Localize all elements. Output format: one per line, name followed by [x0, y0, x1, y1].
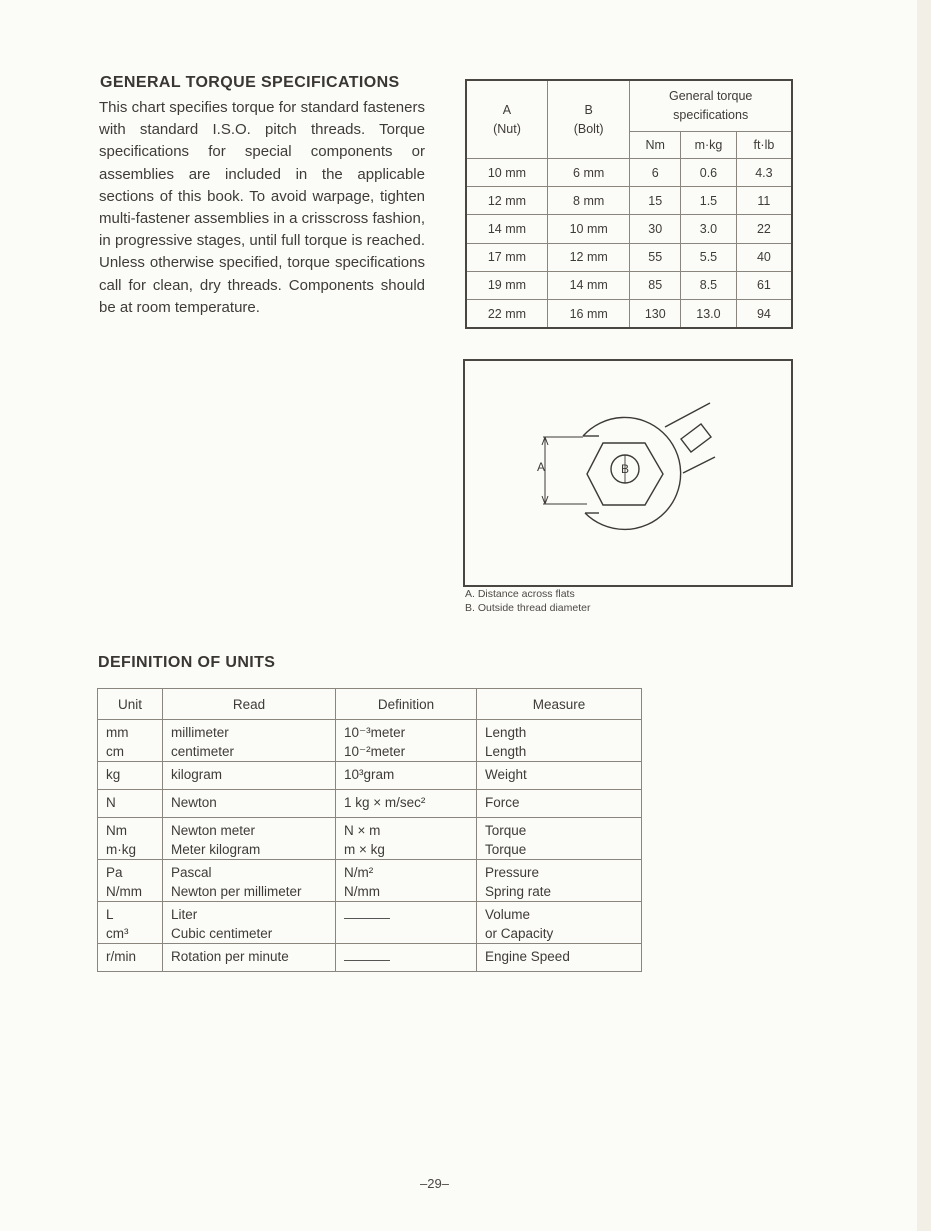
legend-b: B. Outside thread diameter	[465, 602, 591, 614]
torque-cell-nm: 55	[630, 243, 681, 271]
torque-cell-nut: 22 mm	[466, 299, 547, 328]
page-edge	[917, 0, 931, 1231]
units-cell-measure	[477, 720, 642, 762]
torque-cell-ftlb: 94	[736, 299, 792, 328]
ftlb-header: ft·lb	[736, 132, 792, 159]
units-cell-line: kg	[106, 767, 121, 782]
units-cell-definition	[336, 790, 477, 818]
empty-dash	[344, 960, 390, 961]
legend-a: A. Distance across flats	[465, 588, 575, 600]
units-cell-line: N × m	[344, 823, 381, 838]
torque-cell-nut: 19 mm	[466, 271, 547, 299]
units-cell-line: 10⁻³meter	[344, 725, 406, 740]
units-cell-line: Pascal	[171, 865, 212, 880]
units-cell-line: N/m²	[344, 865, 374, 880]
torque-cell-bolt: 6 mm	[547, 159, 629, 187]
units-row	[98, 720, 642, 762]
units-cell-unit	[98, 762, 163, 790]
units-row	[98, 818, 642, 860]
torque-cell-nut: 10 mm	[466, 159, 547, 187]
torque-cell-ftlb: 40	[736, 243, 792, 271]
units-cell-line: 10³gram	[344, 767, 395, 782]
torque-cell-nm: 15	[630, 187, 681, 215]
torque-cell-mkg: 13.0	[681, 299, 737, 328]
torque-row	[466, 243, 792, 271]
units-cell-line: Meter kilogram	[171, 842, 261, 857]
general-torque-group-header: General torque specifications	[630, 80, 792, 132]
measure-header: Measure	[477, 689, 642, 720]
torque-row	[466, 215, 792, 243]
units-table	[97, 688, 642, 972]
torque-cell-nut: 17 mm	[466, 243, 547, 271]
wrench-drawing	[465, 361, 791, 585]
units-cell-line: L	[106, 907, 114, 922]
col-b-header: B (Bolt)	[547, 80, 629, 159]
units-cell-line: N	[106, 795, 116, 810]
units-cell-unit	[98, 902, 163, 944]
units-cell-line: N/mm	[344, 884, 380, 899]
units-cell-line: Newton per millimeter	[171, 884, 302, 899]
units-cell-measure	[477, 762, 642, 790]
torque-cell-nut: 14 mm	[466, 215, 547, 243]
units-cell-line: Newton meter	[171, 823, 256, 838]
units-cell-line: millimeter	[171, 725, 229, 740]
empty-dash	[344, 918, 390, 919]
units-cell-line: m·kg	[106, 842, 136, 857]
units-row	[98, 944, 642, 972]
units-cell-read	[163, 790, 336, 818]
torque-cell-ftlb: 22	[736, 215, 792, 243]
units-cell-read	[163, 720, 336, 762]
units-cell-definition	[336, 944, 477, 972]
units-cell-line: Pa	[106, 865, 123, 880]
definition-of-units-title: DEFINITION OF UNITS	[98, 654, 276, 671]
units-cell-read	[163, 762, 336, 790]
torque-cell-mkg: 3.0	[681, 215, 737, 243]
units-cell-line: centimeter	[171, 744, 235, 759]
units-row	[98, 790, 642, 818]
units-cell-line: cm³	[106, 926, 129, 941]
units-row	[98, 762, 642, 790]
torque-cell-bolt: 14 mm	[547, 271, 629, 299]
units-cell-read	[163, 944, 336, 972]
units-cell-line: Torque	[485, 842, 527, 857]
units-cell-read	[163, 818, 336, 860]
units-cell-line: or Capacity	[485, 926, 554, 941]
units-cell-read	[163, 860, 336, 902]
torque-row	[466, 187, 792, 215]
wrench-diagram	[463, 359, 793, 587]
torque-cell-bolt: 16 mm	[547, 299, 629, 328]
units-cell-unit	[98, 860, 163, 902]
torque-row	[466, 299, 792, 328]
unit-header: Unit	[98, 689, 163, 720]
units-cell-unit	[98, 790, 163, 818]
torque-row	[466, 271, 792, 299]
torque-row	[466, 159, 792, 187]
units-cell-measure	[477, 860, 642, 902]
units-cell-line: Volume	[485, 907, 531, 922]
torque-cell-nm: 85	[630, 271, 681, 299]
units-cell-line: Force	[485, 795, 520, 810]
torque-cell-ftlb: 4.3	[736, 159, 792, 187]
torque-table	[465, 79, 793, 329]
torque-cell-nm: 130	[630, 299, 681, 328]
label-b: B	[620, 462, 630, 476]
torque-cell-bolt: 10 mm	[547, 215, 629, 243]
units-cell-line: Spring rate	[485, 884, 552, 899]
read-header: Read	[163, 689, 336, 720]
units-cell-line: kilogram	[171, 767, 223, 782]
units-row	[98, 902, 642, 944]
units-cell-definition	[336, 720, 477, 762]
torque-cell-ftlb: 11	[736, 187, 792, 215]
units-cell-line: Nm	[106, 823, 127, 838]
units-cell-line: cm	[106, 744, 124, 759]
torque-cell-mkg: 1.5	[681, 187, 737, 215]
units-cell-unit	[98, 818, 163, 860]
units-cell-line: Length	[485, 725, 527, 740]
units-cell-line: Rotation per minute	[171, 949, 289, 964]
units-cell-measure	[477, 944, 642, 972]
intro-paragraph: This chart specifies torque for standard fasteners with standard I.S.O. pitch threads. Torque specifications for special components or assemblies are included in the applicable sections of this book. To avoid warpage, tighten multi-fastener assemblies in a crisscross fashion, in progressive stages, until full torque is reached. Unless otherwise specified, torque specifications call for clean, dry threads. Components should be at room temperature.	[99, 99, 425, 316]
units-cell-line: 10⁻²meter	[344, 744, 406, 759]
wrench-handle	[665, 403, 715, 473]
handle-slot-icon	[681, 424, 711, 452]
units-cell-line: Liter	[171, 907, 198, 922]
units-cell-line: Cubic centimeter	[171, 926, 273, 941]
mkg-header: m·kg	[681, 132, 737, 159]
torque-cell-nm: 30	[630, 215, 681, 243]
units-cell-line: Torque	[485, 823, 527, 838]
units-cell-line: Weight	[485, 767, 527, 782]
units-row	[98, 860, 642, 902]
units-cell-line: Length	[485, 744, 527, 759]
units-cell-measure	[477, 790, 642, 818]
units-cell-definition	[336, 902, 477, 944]
units-cell-line: r/min	[106, 949, 136, 964]
page-number: –29–	[420, 1176, 449, 1191]
units-cell-line: 1 kg × m/sec²	[344, 795, 426, 810]
units-cell-line: N/mm	[106, 884, 142, 899]
torque-cell-bolt: 12 mm	[547, 243, 629, 271]
torque-cell-bolt: 8 mm	[547, 187, 629, 215]
units-cell-definition	[336, 818, 477, 860]
units-cell-unit	[98, 720, 163, 762]
units-cell-line: Pressure	[485, 865, 540, 880]
torque-cell-mkg: 8.5	[681, 271, 737, 299]
units-cell-definition	[336, 860, 477, 902]
col-a-header: A (Nut)	[466, 80, 547, 159]
nm-header: Nm	[630, 132, 681, 159]
torque-cell-mkg: 5.5	[681, 243, 737, 271]
units-cell-measure	[477, 902, 642, 944]
label-a: A	[536, 460, 546, 474]
units-cell-line: Newton	[171, 795, 217, 810]
units-cell-unit	[98, 944, 163, 972]
units-cell-measure	[477, 818, 642, 860]
units-cell-read	[163, 902, 336, 944]
units-cell-line: m × kg	[344, 842, 385, 857]
units-cell-line: mm	[106, 725, 129, 740]
units-cell-line: Engine Speed	[485, 949, 570, 964]
torque-cell-nm: 6	[630, 159, 681, 187]
general-torque-title: GENERAL TORQUE SPECIFICATIONS	[100, 74, 400, 91]
torque-cell-nut: 12 mm	[466, 187, 547, 215]
torque-cell-mkg: 0.6	[681, 159, 737, 187]
units-cell-definition	[336, 762, 477, 790]
torque-cell-ftlb: 61	[736, 271, 792, 299]
definition-header: Definition	[336, 689, 477, 720]
